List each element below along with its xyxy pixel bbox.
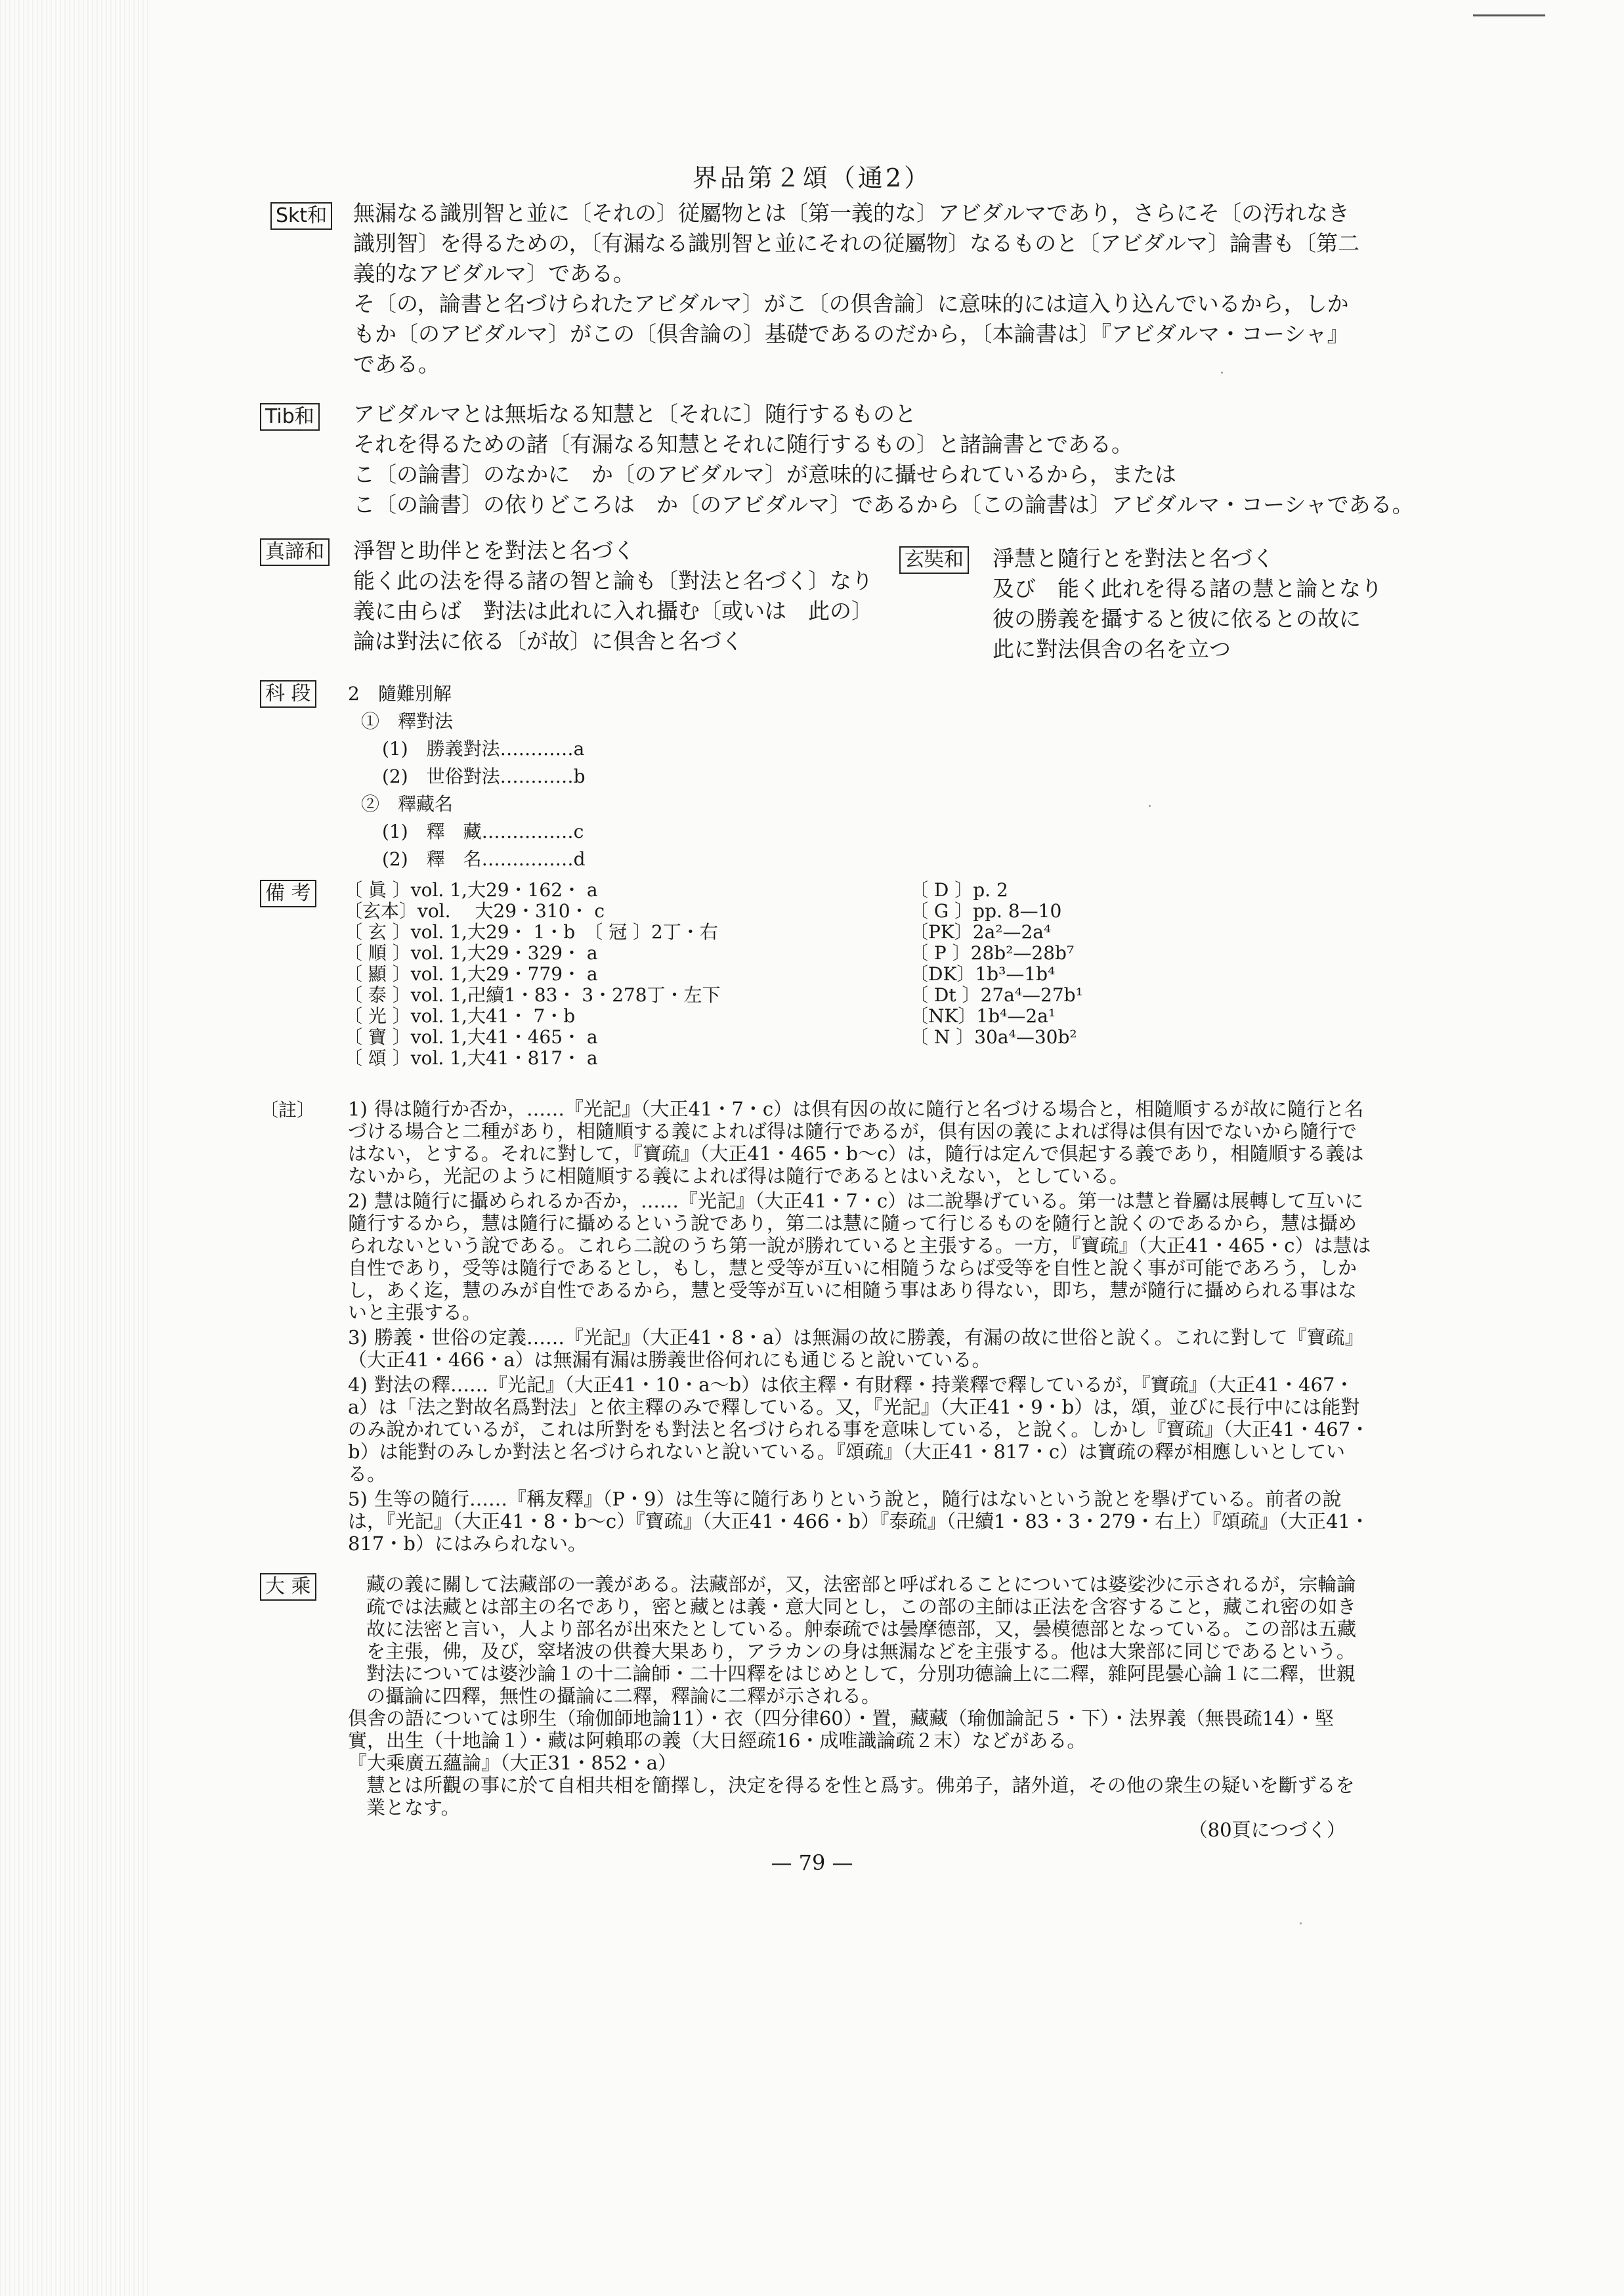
genjo-translation (993, 544, 1413, 664)
biko-ref-left: 〔 顯 〕vol. 1,大29・779・ a (344, 963, 598, 985)
tib-line: それを得るための諸〔有漏なる知慧とそれに随行するもの〕と諸論書とである。 (353, 431, 1133, 457)
tib-line: こ〔の論書〕の依りどころは か〔のアビダルマ〕であるから〔この論書は〕アビダルマ・コーシャである。 (353, 492, 1414, 517)
note-text: 勝義・世俗の定義……『光記』（大正41・8・a）は無漏の故に勝義，有漏の故に世俗と說く。これに對して『寶疏』（大正41・466・a）は無漏有漏は勝義世俗何れにも通じると說いている。 (348, 1326, 1364, 1371)
kadan-line: ① 釋對法 (361, 710, 454, 732)
kadan-line: (2) 世俗對法…………b (382, 766, 586, 787)
skt-line: 無漏なる識別智と並に〔それの〕従屬物とは〔第一義的な〕アビダルマであり，さらにそ〔の汚れなき (353, 200, 1350, 226)
note-number: 3) (348, 1326, 368, 1349)
genjo-line: 此に對法倶舎の名を立つ (993, 636, 1231, 662)
note-number: 4) (348, 1374, 368, 1396)
kadan-line: ② 釋藏名 (361, 793, 454, 815)
tib-translation (353, 399, 1417, 520)
label-genjo: 玄奘和 (899, 546, 969, 574)
biko-ref-left: 〔 泰 〕vol. 1,卍續1・83・ 3・278丁・左下 (344, 984, 721, 1006)
daijo-paragraph: 藏の義に關して法藏部の一義がある。法藏部が，又，法密部と呼ばれることについては婆娑沙に示されるが，宗輪論疏では法藏とは部主の名であり，密と藏とは義・意大同とし，この部の主師は正法を含容すること，藏これ密の如き故に法密と言い，人より部名が出來たとしている。舯泰疏では曇摩德部，又，曇模德部となっている。この部は五藏を主張，佛，及び，窣堵波の供養大果あり，アラカンの身は無漏などを主張する。他は大衆部に同じであるという。對法については婆沙論１の十二論師・二十四釋をはじめとして，分別功德論上に二釋，雜阿毘曇心論１に二釋，世親の攝論に四釋，無性の攝論に二釋，釋論に二釋が示される。 (366, 1573, 1357, 1707)
note-item (348, 1488, 1372, 1555)
shintai-line: 論は對法に依る〔が故〕に倶舎と名づく (353, 628, 743, 654)
scan-speck (1149, 805, 1151, 807)
label-biko: 備 考 (260, 880, 316, 907)
daijo-paragraph: 倶舎の語については卵生（瑜伽師地論11）・衣（四分律60）・置，藏藏（瑜伽論記５・下）・法界義（無畏疏14）・堅實，出生（十地論１）・藏は阿賴耶の義（大日經疏16・成唯識論疏２末）などがある。 (348, 1707, 1335, 1752)
biko-ref-right: 〔 P 〕28b²—28b⁷ (910, 942, 1075, 964)
biko-references-left (344, 880, 869, 1069)
shintai-line: 義に由らば 對法は此れに入れ攝む〔或いは 此の〕 (353, 598, 873, 624)
scan-speck (1221, 372, 1223, 374)
kadan-line: 2 隨難別解 (348, 683, 452, 704)
corner-rule (1473, 14, 1545, 16)
tib-line: こ〔の論書〕のなかに か〔のアビダルマ〕が意味的に攝せられているから，または (353, 462, 1176, 487)
kadan-line: (2) 釋 名……………d (382, 848, 586, 870)
shintai-line: 能く此の法を得る諸の智と論も〔對法と名づく〕なり (353, 568, 873, 594)
scan-shadow (0, 0, 151, 2296)
note-item (348, 1374, 1372, 1485)
biko-ref-right: 〔NK〕1b⁴—2a¹ (910, 1005, 1056, 1027)
daijo-paragraph: 慧とは所觀の事に於て自相共相を簡擇し，決定を得るを性と爲す。佛弟子，諸外道，その他の衆生の疑いを斷ずるを業となす。 (366, 1774, 1355, 1819)
shintai-line: 淨智と助伴とを對法と名づく (353, 538, 635, 563)
note-text: 對法の釋……『光記』（大正41・10・a～b）は依主釋・有財釋・持業釋で釋しているが，『寶疏』（大正41・467・a）は「法之對故名爲對法」と依主釋のみで釋している。又，『光記』（大正41・9・b）は，頌，並びに長行中には能對のみ說かれているが，これは所對をも對法と名づけられる事を意味している，と說く。しかし『寶疏』（大正41・467・b）は能對のみしか對法と名づけられないと說いている。『頌疏』（大正41・817・c）は寶疏の釋が相應しいとしている。 (348, 1374, 1370, 1485)
daijo-paragraph: 『大乘廣五蘊論』（大正31・852・a） (348, 1752, 677, 1774)
label-skt: Skt和 (270, 202, 332, 230)
notes-section (348, 1098, 1372, 1557)
skt-line: 義的なアビダルマ〕である。 (353, 261, 635, 286)
note-number: 2) (348, 1190, 368, 1212)
tib-line: アビダルマとは無垢なる知慧と〔それに〕随行するものと (353, 401, 916, 427)
label-notes: 〔註〕 (260, 1099, 316, 1121)
page-number: — 79 — (771, 1850, 853, 1875)
label-shintai: 真諦和 (260, 538, 330, 566)
kadan-line: (1) 釋 藏……………c (382, 821, 584, 842)
skt-line: である。 (353, 351, 440, 377)
kadan-outline (348, 680, 807, 873)
biko-ref-left: 〔 眞 〕vol. 1,大29・162・ a (344, 879, 598, 901)
biko-ref-left: 〔玄本〕vol. 大29・310・ c (344, 900, 605, 922)
skt-translation (353, 198, 1417, 379)
biko-ref-left: 〔 順 〕vol. 1,大29・329・ a (344, 942, 598, 964)
note-text: 慧は隨行に攝められるか否か，……『光記』（大正41・7・c）は二說擧げている。第一は慧と眷屬は展轉して互いに隨行するから，慧は隨行に攝めるという說であり，第二は慧に隨って行じるものを隨行と說くのであるから，慧は攝められないという說である。これら二說のうち第一說が勝れていると主張する。一方，『寶疏』（大正41・465・c）は慧は自性であり，受等は隨行であるとし，もし，慧と受等が互いに相隨うならば受等を自性と說く事が可能であろう，しかし，あく迄，慧のみが自性であるから，慧と受等が互いに相隨う事はあり得ない，即ち，慧が隨行に攝められる事はないと主張する。 (348, 1190, 1371, 1324)
biko-ref-right: 〔 Dt 〕27a⁴—27b¹ (910, 984, 1083, 1006)
kadan-line: (1) 勝義對法…………a (382, 738, 585, 760)
biko-ref-left: 〔 寶 〕vol. 1,大41・465・ a (344, 1026, 598, 1048)
note-text: 生等の隨行……『稱友釋』（P・9）は生等に隨行ありという說と，隨行はないという說とを擧げている。前者の說は，『光記』（大正41・8・b～c）『寶疏』（大正41・466・b）『泰疏』（卍續1・83・3・279・右上）『頌疏』（大正41・817・b）にはみられない。 (348, 1488, 1370, 1555)
biko-ref-right: 〔DK〕1b³—1b⁴ (910, 963, 1056, 985)
note-item (348, 1098, 1372, 1187)
biko-ref-left: 〔 頌 〕vol. 1,大41・817・ a (344, 1047, 598, 1069)
skt-line: そ〔の，論書と名づけられたアビダルマ〕がこ〔の倶舎論〕に意味的には這入り込んでいるから，しか (353, 291, 1349, 316)
note-number: 5) (348, 1488, 368, 1510)
continued-note: （80頁につづく） (1188, 1819, 1346, 1841)
note-item (348, 1190, 1372, 1324)
genjo-line: 淨慧と隨行とを對法と名づく (993, 546, 1274, 571)
shintai-translation (353, 536, 891, 657)
biko-references-right (910, 880, 1238, 1048)
page-title: 界品第２頌（通2） (692, 163, 932, 192)
biko-ref-right: 〔 N 〕30a⁴—30b² (910, 1026, 1077, 1048)
note-text: 得は隨行か否か，……『光記』（大正41・7・c）は倶有因の故に隨行と名づける場合と，相隨順するが故に隨行と名づける場合と二種があり，相隨順する義によれば得は隨行であるが，倶有因の義によれば得は倶有因でないから隨行ではない，とする。それに對して，『寶疏』（大正41・465・b～c）は，隨行は定んで倶起する義であり，相隨順する義はないから，光記のように相隨順する義によれば得は隨行であるとはいえない，としている。 (348, 1098, 1364, 1187)
biko-ref-right: 〔PK〕2a²—2a⁴ (910, 921, 1052, 943)
genjo-line: 及び 能く此れを得る諸の慧と論となり (993, 576, 1382, 601)
scan-speck (1300, 1922, 1302, 1924)
daijo-section (348, 1573, 1372, 1841)
skt-line: もか〔のアビダルマ〕がこの〔倶舎論の〕基礎であるのだから，〔本論書は〕『アビダルマ・コーシャ』 (353, 321, 1349, 347)
note-number: 1) (348, 1098, 368, 1120)
skt-line: 識別智〕を得るための，〔有漏なる識別智と並にそれの従屬物〕なるものと〔アビダルマ〕論書も〔第二 (353, 230, 1360, 256)
biko-ref-right: 〔 D 〕p. 2 (910, 879, 1008, 901)
label-kadan: 科 段 (260, 680, 316, 708)
biko-ref-right: 〔 G 〕pp. 8—10 (910, 900, 1062, 922)
note-item (348, 1326, 1372, 1371)
biko-ref-left: 〔 玄 〕vol. 1,大29・ 1・b 〔 冠 〕2丁・右 (344, 921, 718, 943)
biko-ref-left: 〔 光 〕vol. 1,大41・ 7・b (344, 1005, 576, 1027)
genjo-line: 彼の勝義を攝すると彼に依るとの故に (993, 606, 1361, 632)
label-tib: Tib和 (260, 403, 320, 431)
label-daijo: 大 乘 (260, 1573, 316, 1601)
